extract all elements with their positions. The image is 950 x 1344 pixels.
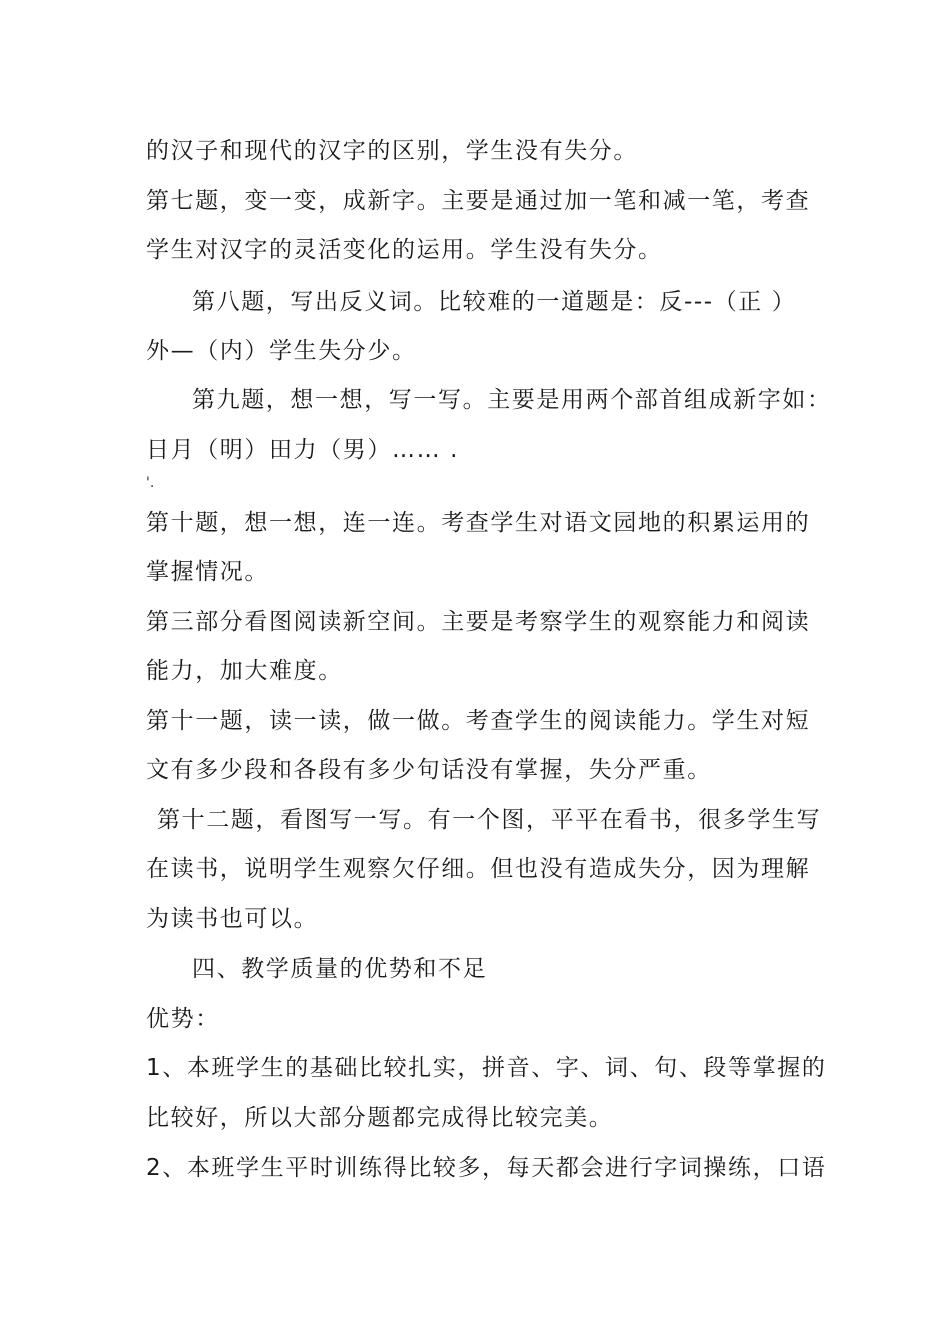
text-line: 能力，加大难度。 bbox=[146, 658, 343, 684]
text-line: 第九题，想一想，写一写。主要是用两个部首组成新字如： bbox=[192, 387, 832, 413]
text-line: 掌握情况。 bbox=[146, 559, 269, 585]
text-line: 为读书也可以。 bbox=[146, 906, 319, 932]
text-line: 第十二题，看图写一写。有一个图，平平在看书，很多学生写 bbox=[157, 807, 822, 833]
text-line: 第七题，变一变，成新字。主要是通过加一笔和减一笔，考查 bbox=[146, 188, 811, 214]
text-line: 优势： bbox=[146, 1006, 220, 1032]
text-line: 第十一题，读一读，做一做。考查学生的阅读能力。学生对短 bbox=[146, 708, 811, 734]
text-line: 第三部分看图阅读新空间。主要是考察学生的观察能力和阅读 bbox=[146, 609, 811, 635]
stray-mark: '. bbox=[146, 475, 155, 491]
text-line: 在读书，说明学生观察欠仔细。但也没有造成失分，因为理解 bbox=[146, 856, 811, 882]
text-line: 第十题，想一想，连一连。考查学生对语文园地的积累运用的 bbox=[146, 510, 811, 536]
text-line: 日月（明）田力（男）…… . bbox=[146, 437, 460, 463]
section-heading: 四、教学质量的优势和不足 bbox=[192, 956, 488, 982]
text-line: 第八题，写出反义词。比较难的一道题是：反---（正 ） bbox=[192, 289, 797, 315]
text-line: 2、本班学生平时训练得比较多，每天都会进行字词操练，口语 bbox=[146, 1155, 827, 1181]
text-line: 的汉子和现代的汉字的区别，学生没有失分。 bbox=[146, 138, 638, 164]
text-line: 外—（内）学生失分少。 bbox=[146, 338, 417, 364]
text-line: 1、本班学生的基础比较扎实，拼音、字、词、句、段等掌握的 bbox=[146, 1055, 827, 1081]
text-line: 文有多少段和各段有多少句话没有掌握，失分严重。 bbox=[146, 757, 712, 783]
text-line: 学生对汉字的灵活变化的运用。学生没有失分。 bbox=[146, 237, 663, 263]
text-line: 比较好，所以大部分题都完成得比较完美。 bbox=[146, 1105, 614, 1131]
